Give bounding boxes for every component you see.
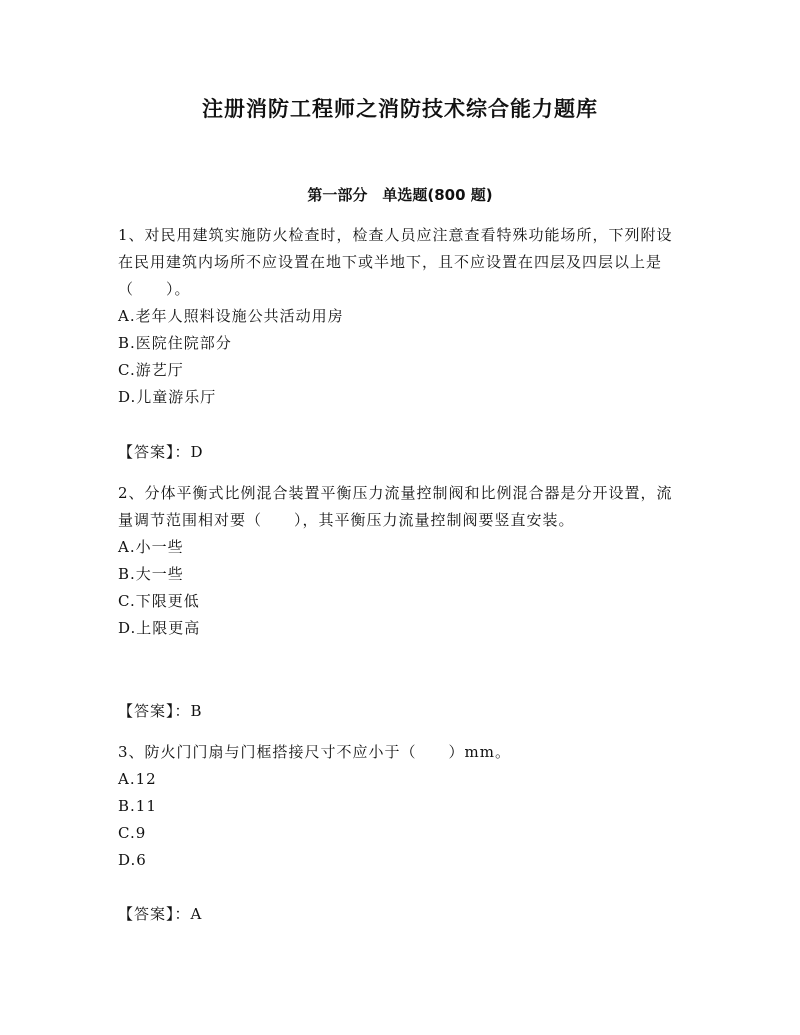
section-title: 第一部分 单选题(800 题): [307, 186, 493, 204]
question-stem: 1、对民用建筑实施防火检查时，检查人员应注意查看特殊功能场所，下列附设在民用建筑内场所不应设置在地下或半地下，且不应设置在四层及四层以上是（ ）。: [118, 226, 673, 298]
question-2: [118, 480, 688, 642]
option-d: D.儿童游乐厅: [118, 388, 217, 406]
option-a: A.小一些: [118, 538, 184, 556]
option-b: B.医院住院部分: [118, 334, 232, 352]
option-d: D.6: [118, 851, 147, 869]
document-title: 注册消防工程师之消防技术综合能力题库: [202, 97, 598, 121]
question-stem: 2、分体平衡式比例混合装置平衡压力流量控制阀和比例混合器是分开设置，流量调节范围相对要（ ），其平衡压力流量控制阀要竖直安装。: [118, 484, 673, 529]
option-c: C.下限更低: [118, 592, 200, 610]
option-b: B.11: [118, 797, 157, 815]
option-b: B.大一些: [118, 565, 184, 583]
option-a: A.12: [118, 770, 157, 788]
option-d: D.上限更高: [118, 619, 201, 637]
answer-1: 【答案】：D: [118, 443, 204, 461]
option-c: C.9: [118, 824, 147, 842]
answer-2: 【答案】：B: [118, 702, 203, 720]
answer-3: 【答案】：A: [118, 905, 203, 923]
option-a: A.老年人照料设施公共活动用房: [118, 307, 344, 325]
question-3: [118, 739, 688, 874]
question-1: [118, 222, 688, 411]
option-c: C.游艺厅: [118, 361, 184, 379]
question-stem: 3、防火门门扇与门框搭接尺寸不应小于（ ）mm。: [118, 743, 511, 761]
